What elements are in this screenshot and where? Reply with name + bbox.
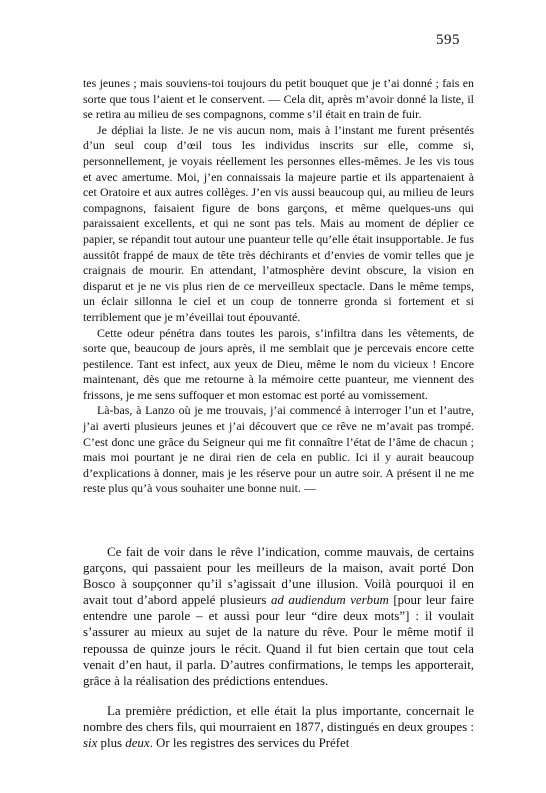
quote-paragraph-1: tes jeunes ; mais souviens-toi toujours du petit bouquet que je t’ai donné ; fais en sorte que tous l’aient et le conservent. — Cela dit, après m’avoir donné la liste, il se retira au milieu de ses compagnons, comme s’il était en train de fuir.	[83, 76, 474, 122]
commentary-text: . Or les registres des services du Préfet	[149, 736, 350, 751]
commentary-text: plus	[97, 736, 126, 751]
quote-paragraph-2: Je dépliai la liste. Je ne vis aucun nom, mais à l’instant me furent présentés d’un seul coup d’œil tous les individus inscrits sur elle, comme si, personnellement, je voyais réellement les personnes elles-mêmes. Je les vis tous et avec amertume. Moi, j’en connaissais la majeure partie et ils appartenaient à cet Oratoire et aux autres collèges. J’en vis aussi beaucoup qui, au milieu de leurs compagnons, faisaient figure de bons garçons, et même quelques-uns qui paraissaient excellents, et qui ne sont pas tels. Mais au moment de déplier ce papier, se répandit tout autour une puanteur telle qu’elle était insupportable. Je fus aussitôt frappé de maux de tête très déchirants et d’envies de vomir telles que je craignais de mourir. En attendant, l’atmosphère devint obscure, la vision en disparut et je ne vis plus rien de ce merveilleux spectacle. Dans le même temps, un éclair sillonna le ciel et un coup de tonnerre gronda si fortement et si terriblement que je m’éveillai tout épouvanté.	[83, 122, 474, 324]
commentary-text: Ce fait de voir dans le rêve l’indication, comme mauvais, de certains garçons, qui passaient pour les meilleurs de la maison, avait porté Don Bosco à soupçonner qu’il s’agissait d’une illusion. Voilà pourquoi il en avait tout d’abord appelé plusieurs	[83, 545, 474, 608]
commentary-section	[83, 544, 474, 765]
commentary-text: [pour leur faire entendre une parole – et aussi pour leur “dire deux mots”] : il voulait s’assurer au mieux au sujet de la nature du rêve. Pour le même motif il repoussa de quinze jours le récit. Quand il fut bien certain que tout cela venait d’en haut, il parla. D’autres confirmations, le temps les apporterait, grâce à la réalisation des prédictions entendues.	[83, 593, 474, 688]
italic-number-six: six	[83, 736, 98, 751]
quoted-dream-narrative	[83, 76, 474, 497]
commentary-paragraph-2	[83, 703, 474, 751]
commentary-paragraph-1	[83, 544, 474, 689]
page-number: 595	[436, 32, 460, 48]
commentary-text: La première prédiction, et elle était la plus importante, concernait le nombre des chers fils, qui mourraient en 1877, distingués en deux groupes :	[83, 703, 474, 734]
quote-paragraph-3: Cette odeur pénétra dans toutes les parois, s’infiltra dans les vêtements, de sorte que, beaucoup de jours après, il me semblait que je percevais encore cette pestilence. Tant est infect, aux yeux de Dieu, même le nom du vicieux ! Encore maintenant, dès que me retourne à la mémoire cette puanteur, me viennent des frissons, je me sens suffoquer et mon estomac est porté au vomissement.	[83, 325, 474, 402]
italic-number-deux: deux	[125, 736, 150, 751]
latin-phrase: ad audiendum verbum	[270, 593, 389, 608]
quote-paragraph-4: Là-bas, à Lanzo où je me trouvais, j’ai commencé à interroger l’un et l’autre, j’ai averti plusieurs jeunes et j’ai découvert que ce rêve ne m’avait pas trompé. C’est donc une grâce du Seigneur qui me fit connaître l’état de l’âme de chacun ; mais moi pourtant je ne dirai rien de cela en public. Ici il y aurait beaucoup d’explications à donner, mais je les réserve pour un autre soir. A présent il ne me reste plus qu’à vous souhaiter une bonne nuit. —	[83, 403, 474, 496]
